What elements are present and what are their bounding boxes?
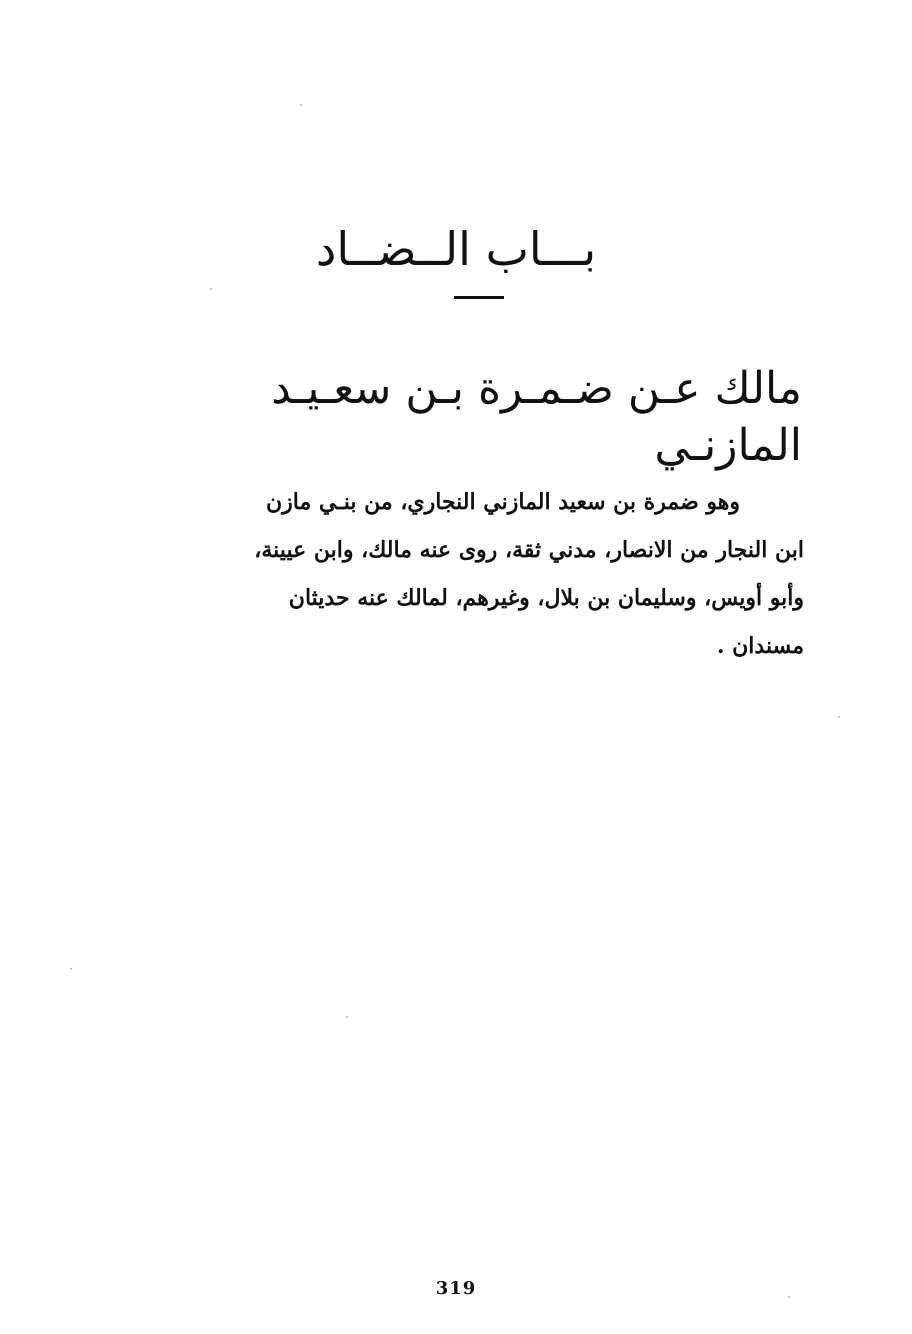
paper-speck	[346, 1016, 348, 1018]
page-number: 319	[435, 1278, 477, 1299]
title-divider	[454, 296, 504, 299]
paper-speck	[838, 716, 840, 718]
body-line: ابن النجار من الانصار، مدني ثقة، روى عنه مالك، وابن عيينة،	[254, 537, 804, 563]
body-line: مسندان .	[716, 633, 804, 659]
paper-speck	[70, 968, 72, 970]
paper-speck	[300, 104, 302, 106]
paper-speck	[210, 288, 212, 290]
body-line: وهو ضمرة بن سعيد المازني النجاري، من بنـي مازن	[266, 489, 740, 515]
paper-speck	[788, 1296, 790, 1298]
body-line: وأبو أويس، وسليمان بن بلال، وغيرهم، لمالك عنه حديثان	[288, 585, 804, 611]
chapter-title: بـــاب الــضــاد	[315, 222, 597, 276]
body-paragraph	[164, 478, 804, 670]
section-heading: مالك عـن ضـمـرة بـن سعـيـد المازنـي	[271, 363, 802, 472]
